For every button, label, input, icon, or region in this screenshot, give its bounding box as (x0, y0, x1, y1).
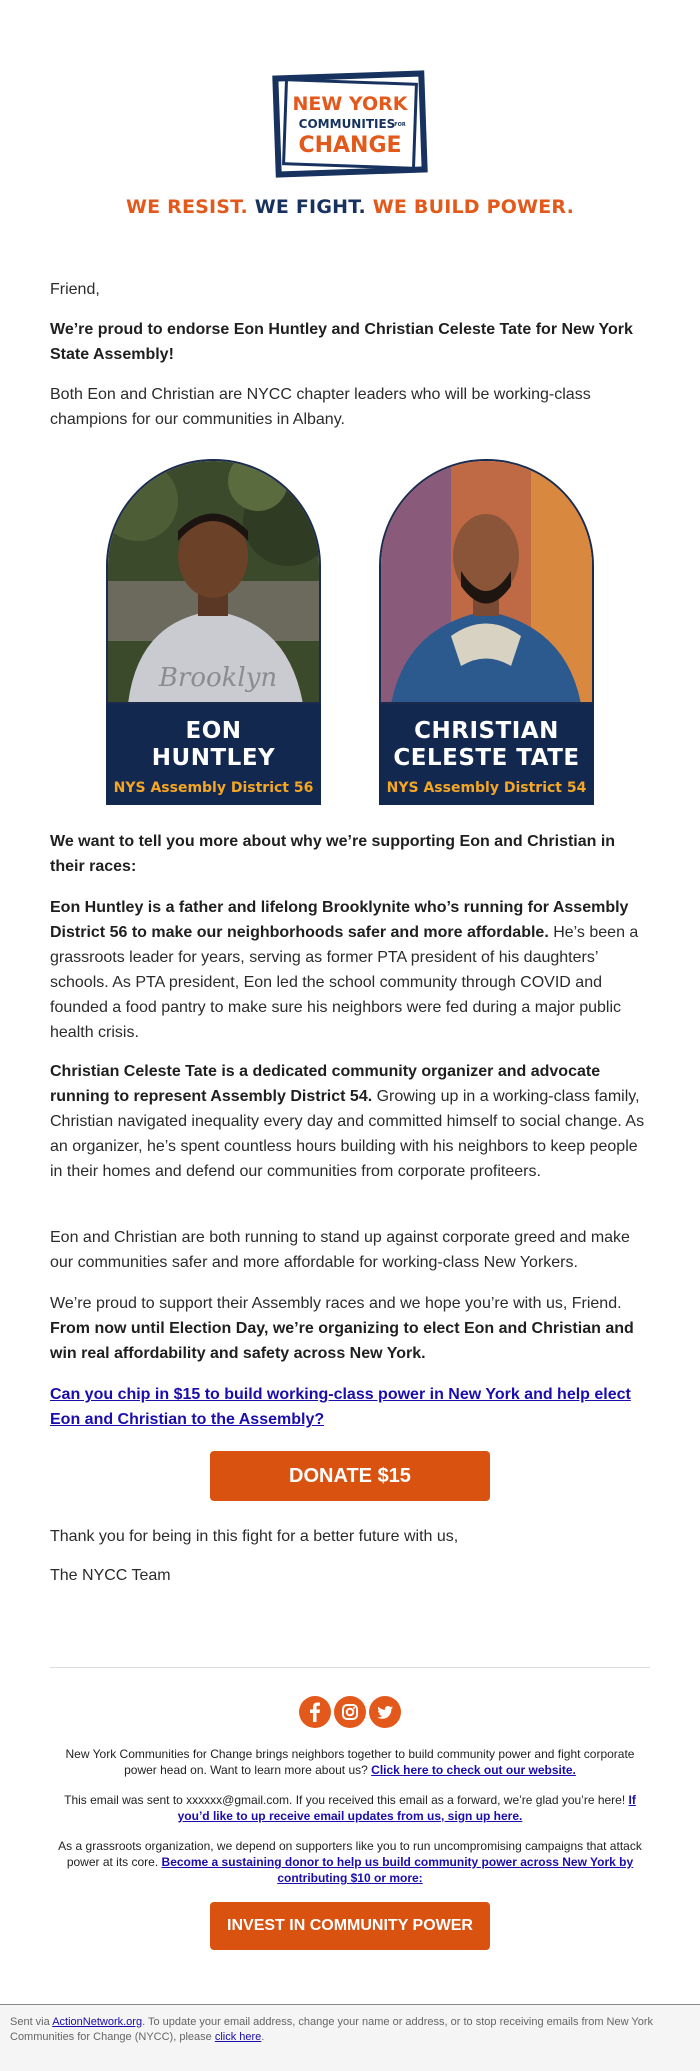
footer-sent-to (50, 1792, 650, 1824)
donate-button[interactable]: DONATE $15 (210, 1451, 490, 1501)
eon-text: He’s been a grassroots leader for years, serving as former PTA president of his daughters’ schools. As PTA president, Eon led the school community through COVID and founded a food pantry to make sure his neighbors were fed during a major public health crisis. (50, 924, 639, 1041)
invest-button[interactable]: INVEST IN COMMUNITY POWER (210, 1902, 490, 1950)
christian-text: Growing up in a working-class family, Christian navigated inequality every day and committed himself to social change. As an organizer, he’s spent countless hours building with his neighbors to keep people in their homes and defend our communities from corporate profiteers. (50, 1088, 645, 1180)
chip-in-link[interactable]: Can you chip in $15 to build working-class power in New York and help elect Eon and Christian to the Assembly? (50, 1386, 631, 1428)
christian-paragraph (50, 1059, 650, 1184)
signup-link[interactable]: If you’d like to up receive email updates from us, sign up here. (177, 1793, 636, 1823)
nycc-logo (271, 70, 429, 178)
eon-paragraph (50, 895, 650, 1045)
eon-name-line2: HUNTLEY (151, 745, 276, 771)
logo-for: FOR (394, 122, 406, 128)
eon-district: NYS Assembly District 56 (113, 780, 314, 796)
greeting: Friend, (50, 281, 100, 298)
christian-bold: Christian Celeste Tate is a dedicated community organizer and advocate running to represent Assembly District 54. (50, 1063, 601, 1105)
both-paragraph: Eon and Christian are both running to stand up against corporate greed and make our communities safer and more affordable for working-class New Yorkers. (50, 1229, 630, 1271)
christian-photo (379, 459, 594, 704)
candidates-graphic (106, 459, 594, 805)
about-text: New York Communities for Change brings neighbors together to build community power and fight corporate power head on. Want to learn more about us? (65, 1747, 635, 1777)
signoff-text: The NYCC Team (50, 1567, 171, 1584)
footer-grassroots (50, 1838, 650, 1886)
tagline-build: WE BUILD POWER. (372, 196, 574, 218)
why-heading: We want to tell you more about why we’re supporting Eon and Christian in their races: (50, 833, 616, 875)
support-bold: From now until Election Day, we’re organizing to elect Eon and Christian and win real affordability and safety across New York. (50, 1320, 634, 1362)
footer-about (50, 1746, 650, 1778)
sustain-link[interactable]: Become a sustaining donor to help us build community power across New York by contributing $10 or more: (161, 1855, 634, 1885)
christian-district: NYS Assembly District 54 (386, 780, 587, 796)
eon-name-line1: EON (185, 718, 242, 744)
intro-text: Both Eon and Christian are NYCC chapter leaders who will be working-class champions for our communities in Albany. (50, 386, 591, 428)
christian-name-line2: CELESTE TATE (393, 745, 580, 771)
eon-shirt-text: Brooklyn (158, 663, 278, 693)
tagline-fight: WE FIGHT. (254, 196, 366, 218)
logo-line2: COMMUNITIES (298, 117, 396, 131)
unsubscribe-period: . (261, 2031, 265, 2043)
sent-to-text: This email was sent to xxxxxx@gmail.com. If you received this email as a forward, we’re glad you’re here! (64, 1793, 629, 1807)
grassroots-text: As a grassroots organization, we depend on supporters like you to run uncompromising campaigns that attack power at its core. (58, 1839, 642, 1869)
eon-nameplate (106, 704, 321, 805)
eon-photo (106, 459, 321, 704)
bottom-bar (0, 2004, 700, 2071)
instagram-icon[interactable] (334, 1696, 366, 1728)
christian-nameplate (379, 704, 594, 805)
thanks-text: Thank you for being in this fight for a better future with us, (50, 1528, 459, 1545)
click-here-link[interactable]: click here (214, 2031, 262, 2043)
unsubscribe-note (0, 2005, 700, 2045)
tagline (0, 196, 700, 218)
support-paragraph (50, 1291, 650, 1366)
logo-line3: CHANGE (298, 133, 402, 158)
support-text: We’re proud to support their Assembly races and we hope you’re with us, Friend. (50, 1295, 622, 1312)
website-link[interactable]: Click here to check out our website. (371, 1763, 576, 1777)
unsubscribe-text: . To update your email address, change your name or address, or to stop receiving emails from New York Communities for Change (NYCC), please (10, 2016, 654, 2043)
candidate-card-eon (106, 459, 321, 805)
logo-line1: NEW YORK (292, 93, 408, 115)
twitter-icon[interactable] (369, 1696, 401, 1728)
tagline-resist: WE RESIST. (125, 196, 248, 218)
footer-divider (50, 1667, 650, 1668)
endorse-heading: We’re proud to endorse Eon Huntley and Christian Celeste Tate for New York State Assembly! (50, 321, 633, 363)
facebook-icon[interactable] (299, 1696, 331, 1728)
actionnetwork-link[interactable]: ActionNetwork.org (52, 2016, 143, 2028)
christian-name-line1: CHRISTIAN (414, 718, 559, 744)
candidate-card-christian (379, 459, 594, 805)
sent-via-label: Sent via (10, 2016, 53, 2028)
eon-bold: Eon Huntley is a father and lifelong Brooklynite who’s running for Assembly District 56 to make our neighborhoods safer and more affordable. (50, 899, 629, 941)
